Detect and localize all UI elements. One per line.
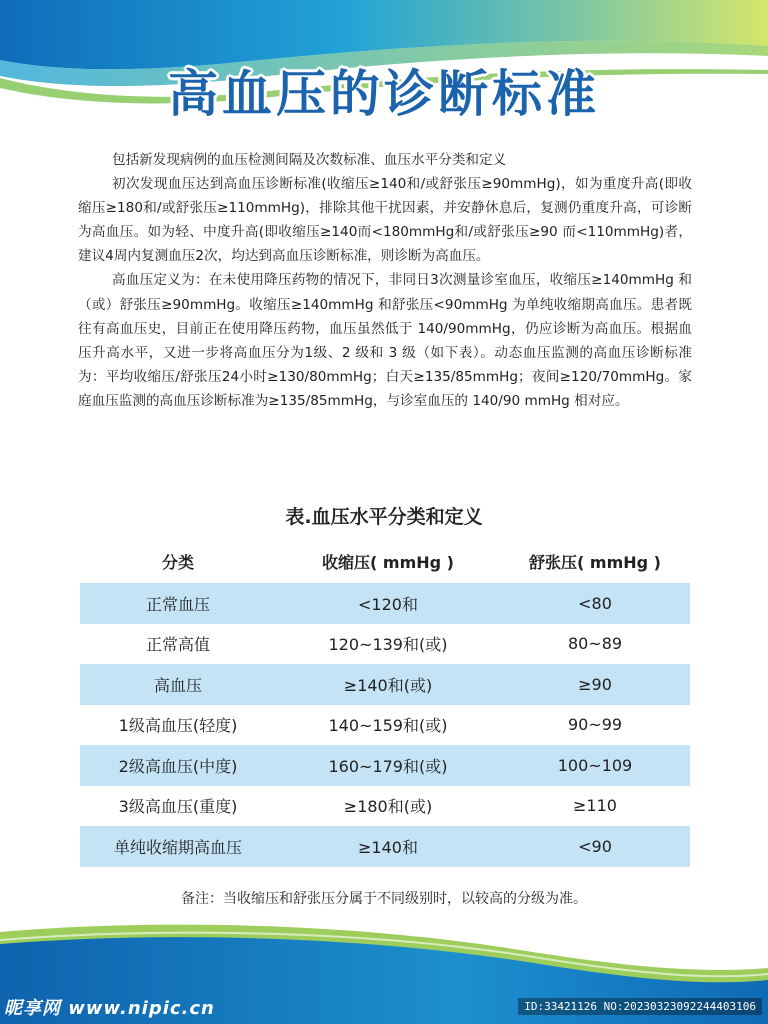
watermark-logo: 昵享网 www.nipic.cn <box>4 998 215 1019</box>
cell-category: 3级高血压(重度) <box>118 797 238 817</box>
watermark-id: ID:33421126 NO:20230323092244403106 <box>518 998 762 1015</box>
table-row <box>80 624 690 665</box>
cell-category: 高血压 <box>80 664 276 705</box>
header-category: 分类 <box>161 553 194 572</box>
table-row <box>80 705 690 746</box>
cell-diastolic: 100~109 <box>500 745 690 786</box>
cell-category: 1级高血压(轻度) <box>118 716 238 736</box>
cell-category: 单纯收缩期高血压 <box>80 826 276 867</box>
cell-category: 正常高值 <box>145 635 210 655</box>
cell-diastolic: <80 <box>500 583 690 624</box>
table-row <box>80 826 690 867</box>
paragraph-intro: 包括新发现病例的血压检测间隔及次数标准、血压水平分类和定义 <box>112 152 507 168</box>
cell-diastolic: 90~99 <box>567 715 623 735</box>
cell-systolic: <120和 <box>276 583 500 624</box>
paragraph-initial-diagnosis: 初次发现血压达到高血压诊断标准(收缩压≥140和/或舒张压≥90mmHg)，如为重度升高(即收缩压≥180和/或舒张压≥110mmHg)，排除其他干扰因素，并安静休息后，复测仍重度升高，可诊断为高血压。如为轻、中度升高(即收缩压≥140而<180mmHg和/或舒张压≥90 而<110mmHg)者，建议4周内复测血压2次，均达到高血压诊断标准，则诊断为高血压。 <box>78 176 692 265</box>
table-row <box>80 786 690 827</box>
cell-diastolic: <90 <box>500 826 690 867</box>
table-header-row <box>80 540 690 583</box>
cell-systolic: ≥140和(或) <box>276 664 500 705</box>
cell-category: 2级高血压(中度) <box>80 745 276 786</box>
table-row <box>80 583 690 624</box>
cell-category: 正常血压 <box>80 583 276 624</box>
cell-diastolic: ≥90 <box>500 664 690 705</box>
cell-systolic: ≥180和(或) <box>343 797 433 817</box>
table-title: 表.血压水平分类和定义 <box>285 506 483 528</box>
cell-systolic: ≥140和 <box>276 826 500 867</box>
table-row <box>80 745 690 786</box>
page-title: 高血压的诊断标准 <box>168 65 600 123</box>
table-row <box>80 664 690 705</box>
footnote: 备注：当收缩压和舒张压分属于不同级别时，以较高的分级为准。 <box>181 891 587 907</box>
cell-systolic: 160~179和(或) <box>276 745 500 786</box>
cell-systolic: 140~159和(或) <box>328 716 448 736</box>
cell-systolic: 120~139和(或) <box>328 635 448 655</box>
body-text <box>78 148 692 413</box>
paragraph-definition: 高血压定义为：在未使用降压药物的情况下，非同日3次测量诊室血压，收缩压≥140mmHg 和（或）舒张压≥90mmHg。收缩压≥140mmHg 和舒张压<90mmHg 为单纯收缩期高血压。患者既往有高血压史，目前正在使用降压药物，血压虽然低于 140/90mmHg，仍应诊断为高血压。根据血压升高水平，又进一步将高血压分为1级、2 级和 3 级（如下表）。动态血压监测的高血压诊断标准为：平均收缩压/舒张压24小时≥130/80mmHg；白天≥135/85mmHg；夜间≥120/70mmHg。家庭血压监测的高血压诊断标准为≥135/85mmHg，与诊室血压的 140/90 mmHg 相对应。 <box>78 272 692 409</box>
header-systolic: 收缩压( mmHg ) <box>322 553 454 572</box>
cell-diastolic: ≥110 <box>573 796 617 816</box>
header-diastolic: 舒张压( mmHg ) <box>529 553 661 572</box>
blood-pressure-table <box>80 540 690 867</box>
cell-diastolic: 80~89 <box>567 634 623 654</box>
